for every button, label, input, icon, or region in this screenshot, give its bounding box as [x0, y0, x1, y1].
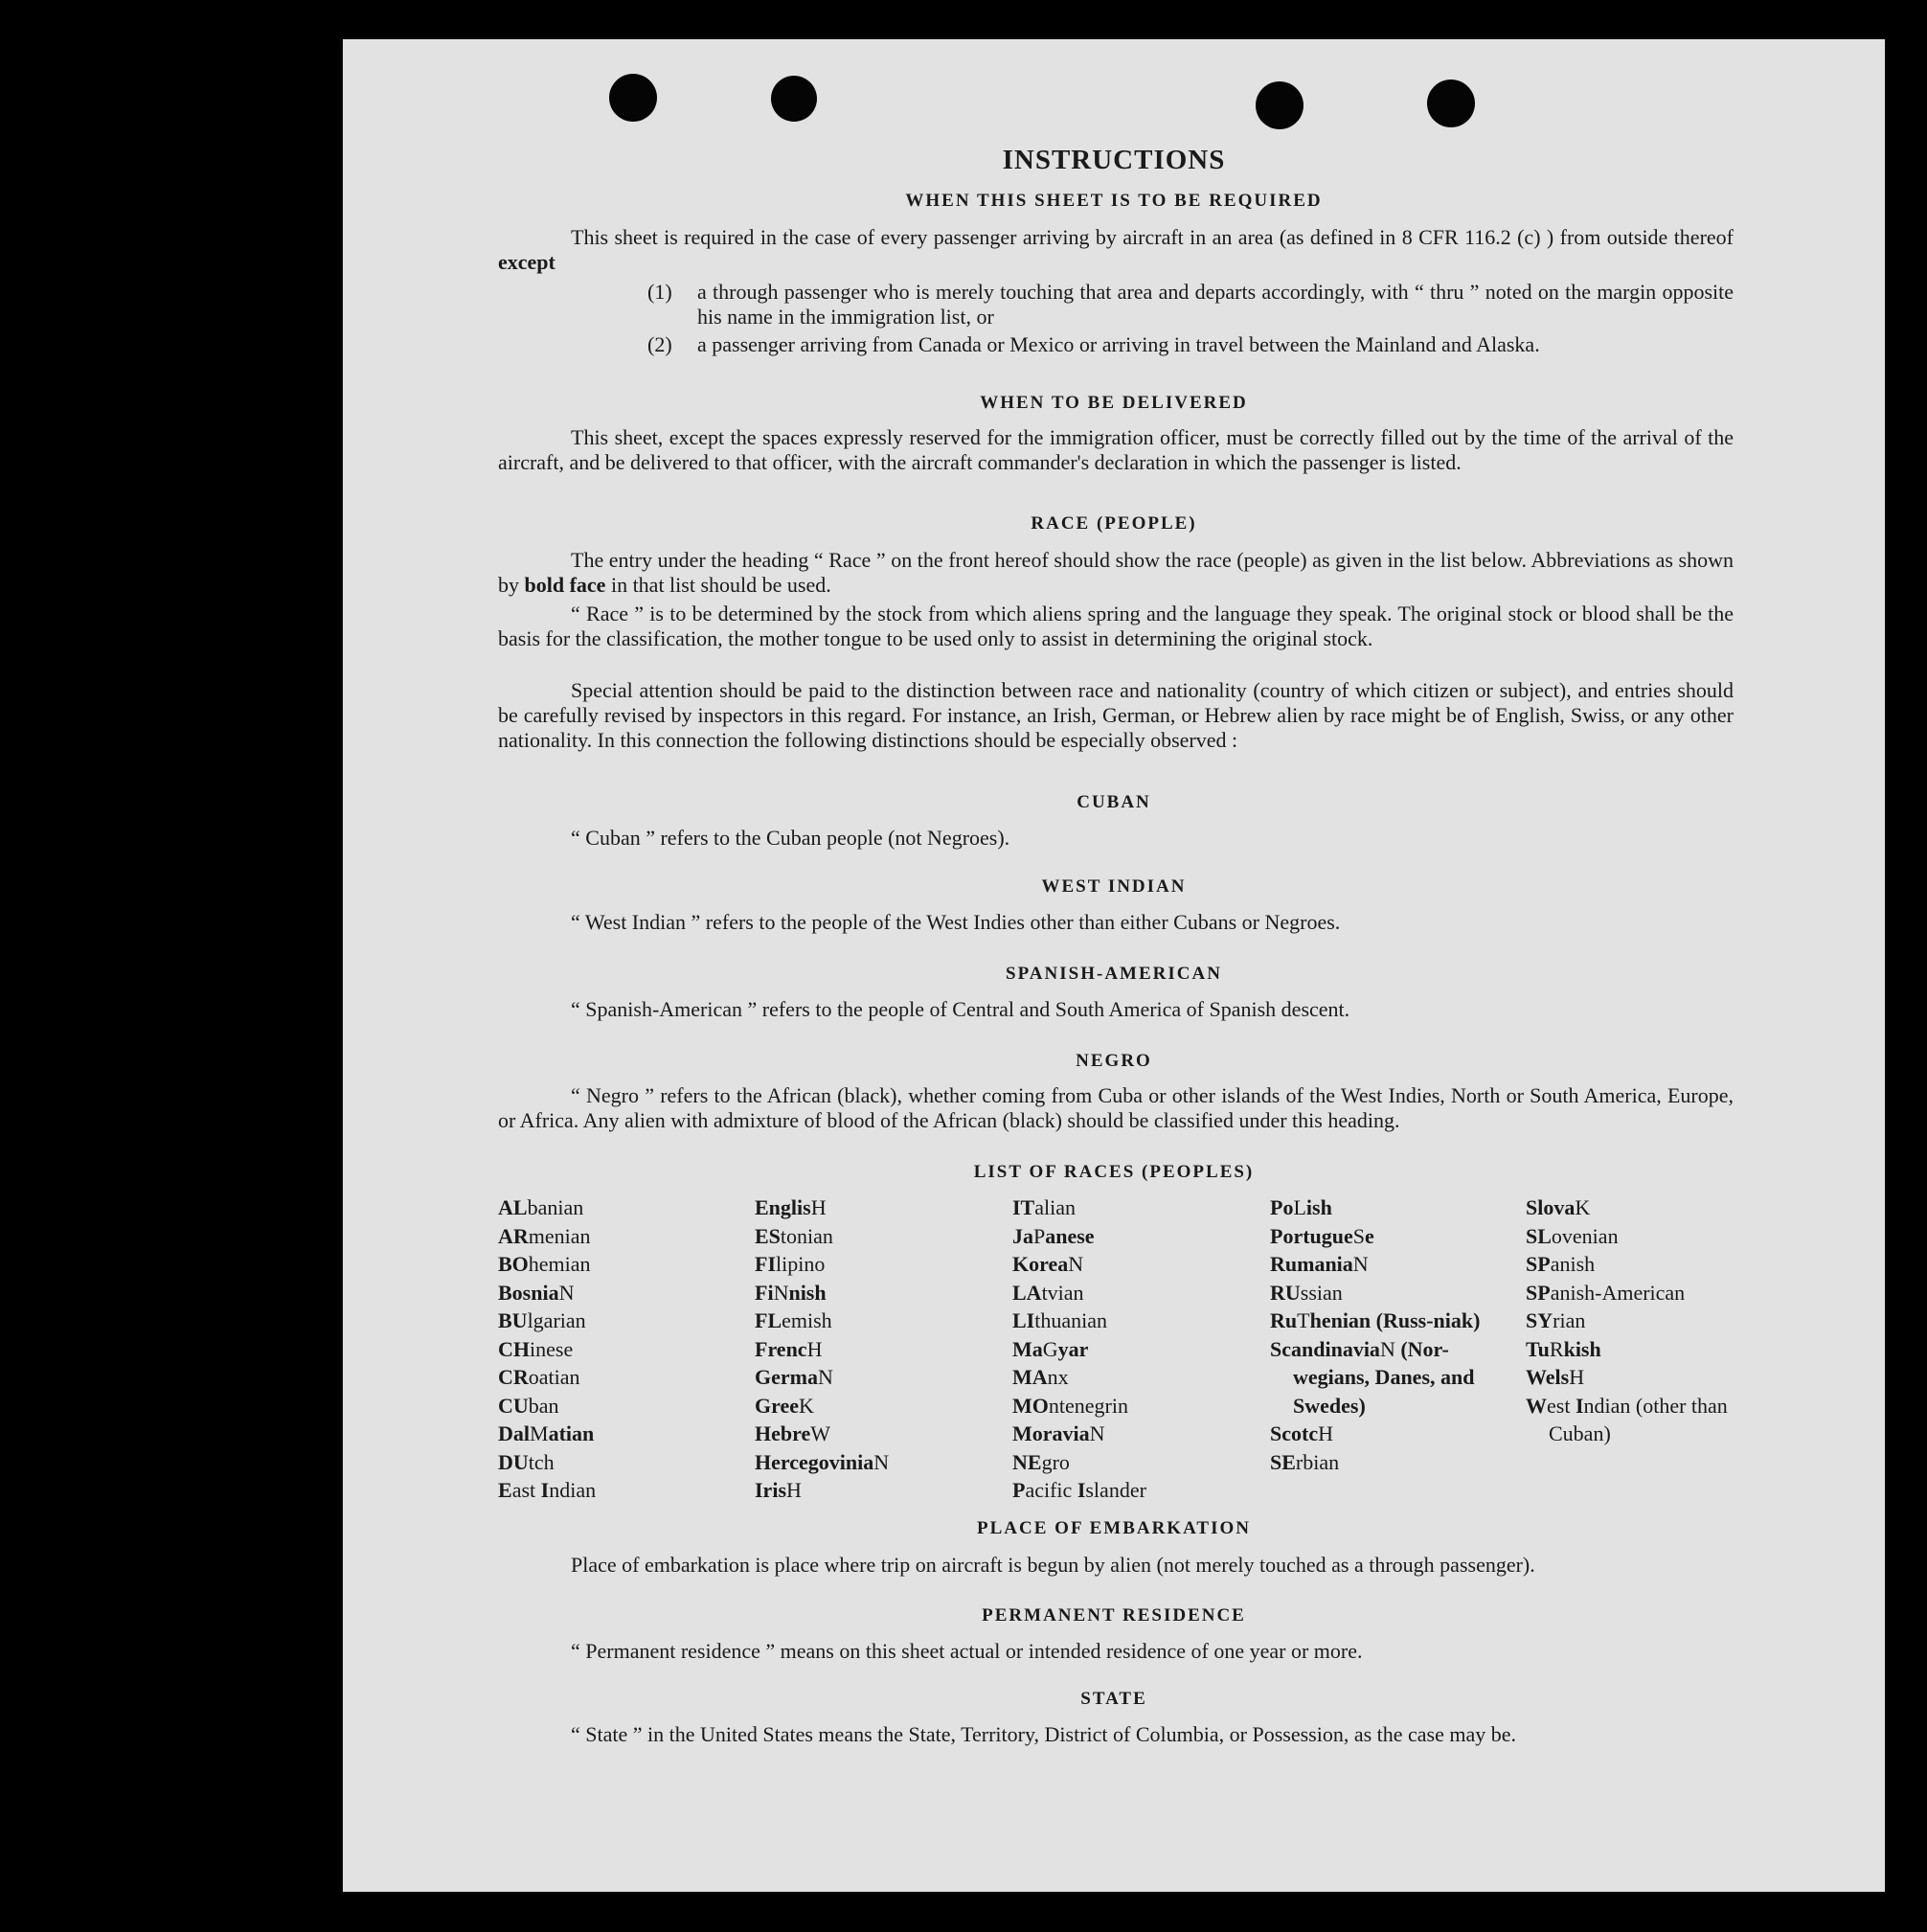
heading-west-indian: WEST INDIAN [1041, 876, 1187, 897]
spanish-american-text: “ Spanish-American ” refers to the people of Central and South America of Spanish descent. [571, 997, 1350, 1021]
exception-item-2: (2) a passenger arriving from Canada or Mexico or arriving in travel between the Mainland and Alaska. [647, 332, 1540, 356]
race-paragraph-3: Special attention should be paid to the distinction between race and nationality (country of which citizen or subject), and entries should be carefully revised by inspectors in this regard. For instance, an Irish, German, or Hebrew alien by race might be of English, Swiss, or any other nationality. In this connection the following distinctions should be especially observed : [498, 678, 1734, 752]
embarkation-text: Place of embarkation is place where trip on aircraft is begun by alien (not merely touched as a through passenger). [571, 1553, 1535, 1577]
heading-negro: NEGRO [1076, 1051, 1152, 1071]
race-entry: FIlipino [755, 1252, 826, 1276]
race-entry: WelsH [1526, 1365, 1585, 1389]
instruction-sheet [343, 39, 1885, 1892]
race-entry: NEgro [1012, 1449, 1070, 1474]
race-column-3 [1012, 1193, 1252, 1505]
race-entry: SYrian [1526, 1308, 1586, 1332]
race-entry: BOhemian [498, 1252, 591, 1276]
race-column-5 [1526, 1193, 1741, 1448]
race-entry: RUssian [1270, 1280, 1343, 1305]
heading-race: RACE (PEOPLE) [1031, 513, 1197, 534]
race-entry: MAnx [1012, 1365, 1069, 1389]
race-entry: HercegoviniaN [755, 1449, 890, 1474]
race-entry: BosniaN [498, 1280, 575, 1305]
race-entry: LAtvian [1012, 1280, 1084, 1305]
race-entry: FiNnish [755, 1280, 827, 1305]
race-entry: DalMatian [498, 1421, 595, 1445]
race-entry: PortugueSe [1270, 1223, 1374, 1248]
race-entry: SPanish [1526, 1252, 1596, 1276]
delivered-text: This sheet, except the spaces expressly reserved for the immigration officer, must be correctly filled out by the time of the arrival of the aircraft, and be delivered to that officer, with the aircraft commander's declaration in which the passenger is listed. [498, 425, 1734, 474]
race-entry: SErbian [1270, 1449, 1340, 1474]
heading-cuban: CUBAN [1077, 792, 1151, 812]
race-entry: ScotcH [1270, 1421, 1333, 1445]
punch-hole [609, 74, 657, 122]
race-entry: IrisH [755, 1478, 802, 1502]
race-entry: RuThenian (Russ-niak) [1270, 1308, 1481, 1332]
page-title: INSTRUCTIONS [1002, 145, 1226, 175]
race-entry: SLovenian [1526, 1223, 1619, 1248]
race-entry: SlovaK [1526, 1195, 1591, 1219]
race-entry: BUlgarian [498, 1308, 586, 1332]
race-entry: MoraviaN [1012, 1421, 1105, 1445]
race-entry: EStonian [755, 1223, 833, 1248]
west-indian-text: “ West Indian ” refers to the people of the West Indies other than either Cubans or Negroes. [571, 910, 1341, 934]
punch-hole [1256, 81, 1304, 129]
heading-delivered: WHEN TO BE DELIVERED [980, 393, 1248, 413]
heading-required: WHEN THIS SHEET IS TO BE REQUIRED [905, 191, 1323, 211]
race-entry: MaGyar [1012, 1336, 1089, 1361]
heading-permanent-residence: PERMANENT RESIDENCE [982, 1605, 1246, 1625]
race-entry: ARmenian [498, 1223, 591, 1248]
race-entry: LIthuanian [1012, 1308, 1108, 1332]
race-entry: FLemish [755, 1308, 832, 1332]
race-entry: SPanish-American [1526, 1280, 1686, 1305]
race-entry: MOntenegrin [1012, 1393, 1128, 1418]
race-entry: ScandinaviaN (Nor-wegians, Danes, and Swedes) [1270, 1336, 1475, 1418]
punch-hole [1427, 80, 1475, 127]
state-text: “ State ” in the United States means the State, Territory, District of Columbia, or Possession, as the case may be. [571, 1722, 1517, 1746]
race-entry: FrencH [755, 1336, 823, 1361]
heading-state: STATE [1080, 1689, 1147, 1709]
race-entry: CUban [498, 1393, 559, 1418]
race-entry: West Indian (other than Cuban) [1526, 1393, 1728, 1445]
race-entry: RumaniaN [1270, 1252, 1369, 1276]
heading-list-of-races: LIST OF RACES (PEOPLES) [973, 1162, 1255, 1182]
exception-item-1: (1) a through passenger who is merely touching that area and departs accordingly, with “ thru ” noted on the margin opposite his name in the immigration list, or [647, 280, 1734, 329]
race-entry: GermaN [755, 1365, 833, 1389]
race-column-2 [755, 1193, 994, 1505]
race-column-4 [1270, 1193, 1492, 1476]
required-intro: This sheet is required in the case of every passenger arriving by aircraft in an area (as defined in 8 CFR 116.2 (c) ) from outside thereof except [498, 225, 1734, 274]
race-entry: ITalian [1012, 1195, 1077, 1219]
race-list [498, 1193, 1743, 1500]
race-entry: GreeK [755, 1393, 814, 1418]
race-column-1 [498, 1193, 737, 1505]
race-entry: Pacific Islander [1012, 1478, 1146, 1502]
race-entry: CHinese [498, 1336, 574, 1361]
race-entry: KoreaN [1012, 1252, 1084, 1276]
race-entry: ALbanian [498, 1195, 584, 1219]
race-entry: TuRkish [1526, 1336, 1601, 1361]
punch-hole [771, 76, 817, 122]
race-entry: JaPanese [1012, 1223, 1095, 1248]
heading-embarkation: PLACE OF EMBARKATION [977, 1518, 1251, 1538]
race-paragraph-2: “ Race ” is to be determined by the stock from which aliens spring and the language they speak. The original stock or blood shall be the basis for the classification, the mother tongue to be used only to assist in determining the original stock. [498, 602, 1734, 650]
cuban-text: “ Cuban ” refers to the Cuban people (not Negroes). [571, 826, 1010, 850]
race-entry: DUtch [498, 1449, 555, 1474]
race-entry: East Indian [498, 1478, 597, 1502]
race-entry: PoLish [1270, 1195, 1332, 1219]
race-entry: EnglisH [755, 1195, 827, 1219]
race-entry: HebreW [755, 1421, 831, 1445]
heading-spanish-american: SPANISH-AMERICAN [1006, 964, 1222, 984]
race-paragraph-1: The entry under the heading “ Race ” on the front hereof should show the race (people) as given in the list below. Abbreviations as shown by bold face in that list should be used. [498, 548, 1734, 597]
race-entry: CRoatian [498, 1365, 580, 1389]
negro-text: “ Negro ” refers to the African (black), whether coming from Cuba or other islands of the West Indies, North or South America, Europe, or Africa. Any alien with admixture of blood of the African (black) should be classified under this heading. [498, 1083, 1734, 1132]
permanent-residence-text: “ Permanent residence ” means on this sheet actual or intended residence of one year or more. [571, 1639, 1363, 1663]
